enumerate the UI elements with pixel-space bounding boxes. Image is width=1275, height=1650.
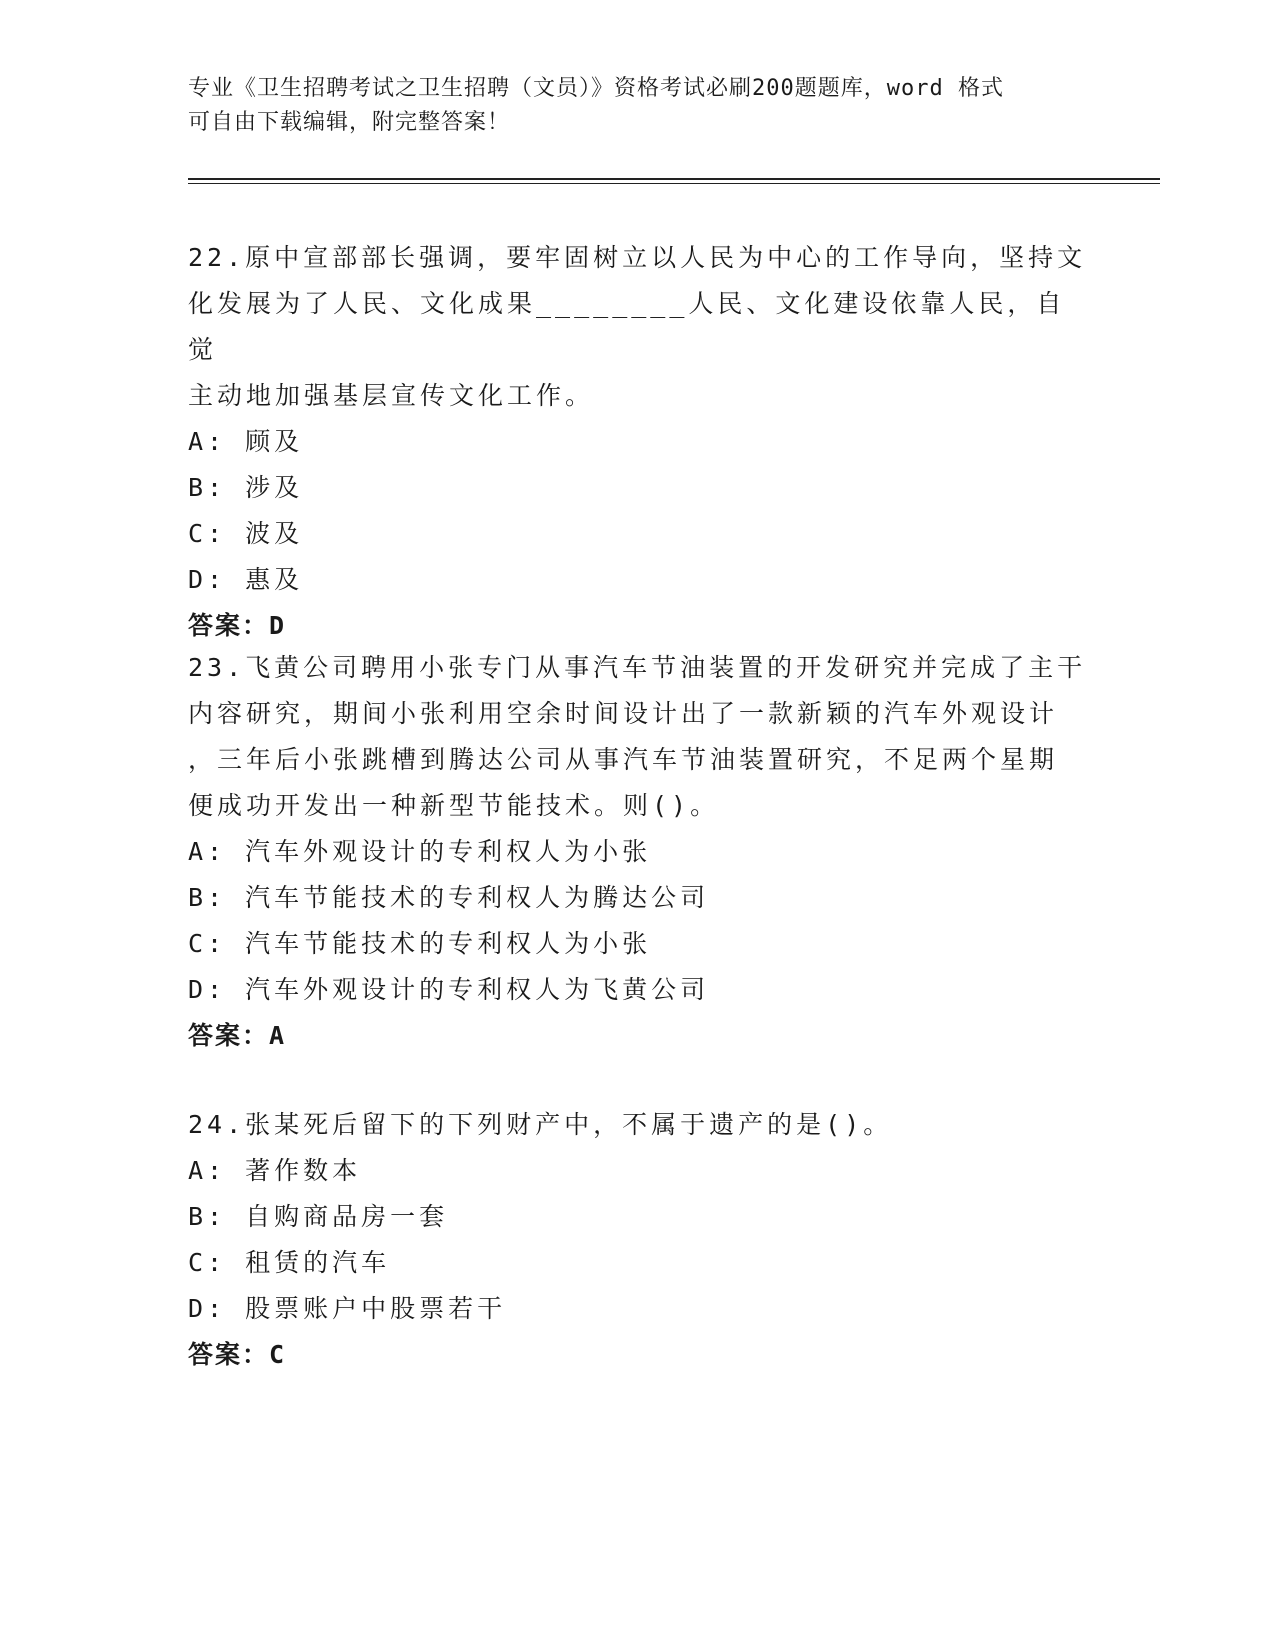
option-d: D: 汽车外观设计的专利权人为飞黄公司 [188, 975, 710, 1004]
option-a: A: 汽车外观设计的专利权人为小张 [188, 837, 652, 866]
question-stem-line: 便成功开发出一种新型节能技术。则()。 [188, 791, 720, 820]
option-c: C: 波及 [188, 519, 304, 548]
answer-line: 答案：D [188, 611, 287, 640]
document-header [188, 72, 1068, 140]
option-a: A: 著作数本 [188, 1156, 362, 1185]
question-stem-line: 23.飞黄公司聘用小张专门从事汽车节油装置的开发研究并完成了主干 [188, 653, 1087, 682]
question-23 [188, 645, 1088, 1059]
option-d: D: 惠及 [188, 565, 304, 594]
option-b: B: 自购商品房一套 [188, 1202, 449, 1231]
question-22 [188, 235, 1088, 649]
question-stem-line: 化发展为了人民、文化成果________人民、文化建设依靠人民，自觉 [188, 289, 1066, 364]
answer-line: 答案：C [188, 1340, 287, 1369]
question-stem-line: 22.原中宣部部长强调，要牢固树立以人民为中心的工作导向，坚持文 [188, 243, 1087, 272]
option-a: A: 顾及 [188, 427, 304, 456]
header-title-line-1: 专业《卫生招聘考试之卫生招聘（文员）》资格考试必刷200题题库，word 格式 [188, 76, 1004, 101]
option-b: B: 涉及 [188, 473, 304, 502]
header-divider [188, 178, 1160, 184]
question-stem-line: 主动地加强基层宣传文化工作。 [188, 381, 595, 410]
question-stem-line: 24.张某死后留下的下列财产中，不属于遗产的是()。 [188, 1110, 893, 1139]
option-d: D: 股票账户中股票若干 [188, 1294, 507, 1323]
answer-line: 答案：A [188, 1021, 287, 1050]
option-c: C: 租赁的汽车 [188, 1248, 391, 1277]
question-stem-line: 内容研究，期间小张利用空余时间设计出了一款新颖的汽车外观设计 [188, 699, 1059, 728]
header-title-line-2: 可自由下载编辑，附完整答案！ [188, 110, 511, 135]
question-24 [188, 1102, 1088, 1378]
option-c: C: 汽车节能技术的专利权人为小张 [188, 929, 652, 958]
question-stem-line: ，三年后小张跳槽到腾达公司从事汽车节油装置研究，不足两个星期 [188, 745, 1059, 774]
option-b: B: 汽车节能技术的专利权人为腾达公司 [188, 883, 710, 912]
